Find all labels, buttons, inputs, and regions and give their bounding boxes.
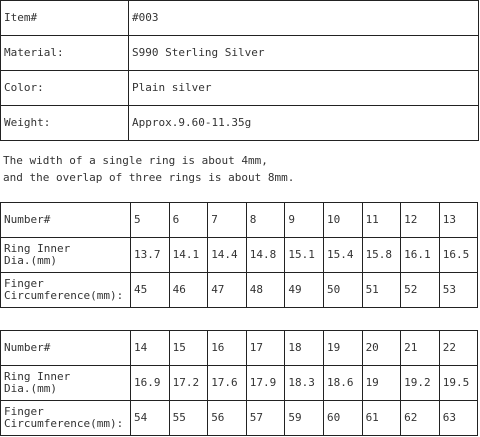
circumference-row (1, 401, 478, 436)
note-line-2: and the overlap of three rings is about 8mm. (3, 171, 295, 184)
spec-row (1, 1, 479, 36)
note-line-1: The width of a single ring is about 4mm, (3, 154, 268, 167)
spec-value: Plain silver (129, 71, 479, 106)
size-number-cell: 19 (323, 331, 362, 366)
circumference-cell: 60 (323, 401, 362, 436)
size-number-cell: 14 (131, 331, 170, 366)
number-label: Number# (1, 203, 131, 238)
spec-label: Item# (1, 1, 129, 36)
spec-label: Color: (1, 71, 129, 106)
circumference-row (1, 273, 478, 308)
diameter-row (1, 366, 478, 401)
circumference-cell: 45 (131, 273, 170, 308)
size-number-cell: 13 (439, 203, 478, 238)
spec-row (1, 71, 479, 106)
circumference-cell: 55 (169, 401, 208, 436)
spec-value: #003 (129, 1, 479, 36)
spec-value: Approx.9.60-11.35g (129, 106, 479, 141)
size-number-cell: 22 (439, 331, 478, 366)
size-number-cell: 7 (208, 203, 247, 238)
spec-label: Material: (1, 36, 129, 71)
circumference-cell: 50 (323, 273, 362, 308)
size-number-cell: 9 (285, 203, 324, 238)
ring-width-note (3, 152, 294, 186)
diameter-cell: 13.7 (131, 238, 170, 273)
number-row (1, 331, 478, 366)
circumference-cell: 57 (246, 401, 285, 436)
circumference-label-line-1: Finger (4, 405, 44, 418)
size-number-cell: 17 (246, 331, 285, 366)
size-chart-table-2 (0, 330, 478, 436)
circumference-label (1, 401, 131, 436)
circumference-cell: 52 (401, 273, 440, 308)
circumference-cell: 61 (362, 401, 401, 436)
circumference-cell: 48 (246, 273, 285, 308)
diameter-label-line-2: Dia.(mm) (4, 382, 57, 395)
diameter-cell: 18.3 (285, 366, 324, 401)
diameter-cell: 15.4 (323, 238, 362, 273)
number-row (1, 203, 478, 238)
diameter-cell: 17.6 (208, 366, 247, 401)
diameter-cell: 16.9 (131, 366, 170, 401)
circumference-cell: 56 (208, 401, 247, 436)
size-chart-table-1 (0, 202, 478, 308)
diameter-cell: 14.8 (246, 238, 285, 273)
circumference-cell: 53 (439, 273, 478, 308)
diameter-cell: 15.8 (362, 238, 401, 273)
circumference-label (1, 273, 131, 308)
diameter-cell: 17.2 (169, 366, 208, 401)
circumference-cell: 51 (362, 273, 401, 308)
size-number-cell: 5 (131, 203, 170, 238)
spec-row (1, 36, 479, 71)
size-number-cell: 18 (285, 331, 324, 366)
size-number-cell: 10 (323, 203, 362, 238)
diameter-cell: 15.1 (285, 238, 324, 273)
circumference-cell: 54 (131, 401, 170, 436)
size-number-cell: 16 (208, 331, 247, 366)
diameter-row (1, 238, 478, 273)
size-number-cell: 21 (401, 331, 440, 366)
diameter-cell: 18.6 (323, 366, 362, 401)
circumference-label-line-2: Circumference(mm): (4, 417, 124, 430)
circumference-cell: 62 (401, 401, 440, 436)
size-number-cell: 15 (169, 331, 208, 366)
diameter-cell: 14.4 (208, 238, 247, 273)
diameter-label (1, 366, 131, 401)
spec-label: Weight: (1, 106, 129, 141)
diameter-cell: 19.5 (439, 366, 478, 401)
diameter-label-line-1: Ring Inner (4, 370, 71, 383)
circumference-cell: 49 (285, 273, 324, 308)
diameter-label-line-1: Ring Inner (4, 242, 71, 255)
circumference-cell: 47 (208, 273, 247, 308)
number-label: Number# (1, 331, 131, 366)
diameter-label (1, 238, 131, 273)
spec-row (1, 106, 479, 141)
diameter-cell: 19.2 (401, 366, 440, 401)
diameter-cell: 16.5 (439, 238, 478, 273)
size-number-cell: 8 (246, 203, 285, 238)
diameter-label-line-2: Dia.(mm) (4, 254, 57, 267)
diameter-cell: 16.1 (401, 238, 440, 273)
diameter-cell: 14.1 (169, 238, 208, 273)
circumference-cell: 59 (285, 401, 324, 436)
spec-value: S990 Sterling Silver (129, 36, 479, 71)
size-number-cell: 11 (362, 203, 401, 238)
size-number-cell: 12 (401, 203, 440, 238)
diameter-cell: 19 (362, 366, 401, 401)
circumference-cell: 63 (439, 401, 478, 436)
size-number-cell: 6 (169, 203, 208, 238)
diameter-cell: 17.9 (246, 366, 285, 401)
circumference-label-line-1: Finger (4, 277, 44, 290)
circumference-cell: 46 (169, 273, 208, 308)
circumference-label-line-2: Circumference(mm): (4, 289, 124, 302)
size-number-cell: 20 (362, 331, 401, 366)
product-spec-table (0, 0, 479, 141)
